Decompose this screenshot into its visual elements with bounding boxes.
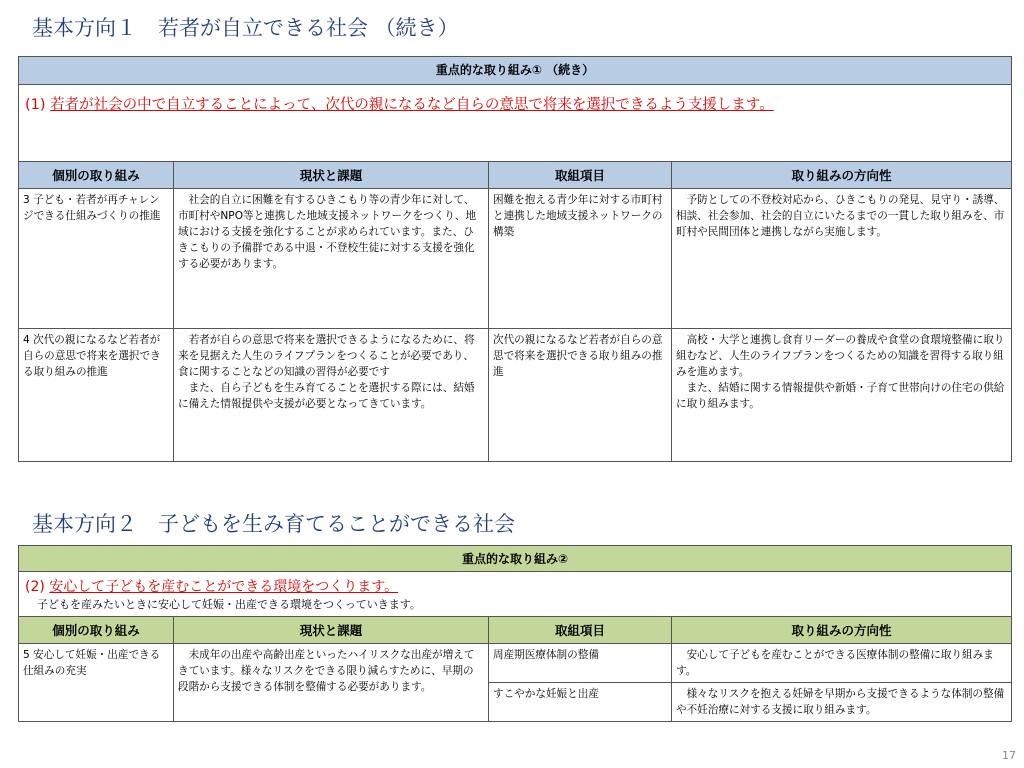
page-number: 17 [1002,749,1016,762]
row-name: 4 次代の親になるなど若者が自らの意思で将来を選択できる取り組みの推進 [19,329,174,462]
item-number: (2) [25,579,45,595]
section1-table [18,56,1012,462]
issue-para: 若者が自らの意思で将来を選択できるようになるために、将来を見据えた人生のライフプランをつくることが必要であり、食に関することなどの知識の習得が必要です [178,334,475,378]
item-subtext: 子どもを産みたいときに安心して妊娠・出産できる環境をつくっていきます。 [37,598,421,611]
row-direction: 予防としての不登校対応から、ひきこもりの発見、見守り・誘導、相談、社会参加、社会的自立にいたるまでの一貫した取り組みを、市町村や民間団体と連携しながら実施します。 [672,189,1012,329]
row-issue: 社会的自立に困難を有するひきこもり等の青少年に対して、市町村やNPO等と連携した地域支援ネットワークをつくり、地域における支援を強化することが求められています。また、ひきこもりの予備群である中退・不登校生徒に対する支援を強化する必要があります。 [174,189,489,329]
item-text: 安心して子どもを産むことができる環境をつくります。 [49,579,399,595]
item-text: 若者が社会の中で自立することによって、次代の親になるなど自らの意思で将来を選択できるよう支援します。 [50,97,774,113]
row-item: すこやかな妊娠と出産 [489,683,672,722]
item-number: (1) [25,97,46,113]
col-header-item: 取組項目 [489,617,672,644]
issue-para: また、自ら子どもを生み育てることを選択する際には、結婚に備えた情報提供や支援が必要となってきています。 [178,382,475,410]
table-row [19,644,1012,683]
row-name: 3 子ども・若者が再チャレンジできる仕組みづくりの推進 [19,189,174,329]
col-header-initiative: 個別の取り組み [19,162,174,189]
col-header-direction: 取り組みの方向性 [672,162,1012,189]
col-header-direction: 取り組みの方向性 [672,617,1012,644]
row-direction: 安心して子どもを産むことができる医療体制の整備に取り組みます。 [672,644,1012,683]
section1-header: 重点的な取り組み① （続き） [19,57,1012,85]
section2-item-row [19,572,1012,617]
row-name: 5 安心して妊娠・出産できる仕組みの充実 [19,644,174,722]
section2-title: 基本方向２ 子どもを生み育てることができる社会 [32,512,515,536]
section1-item-row [19,85,1012,162]
col-header-initiative: 個別の取り組み [19,617,174,644]
row-item: 周産期医療体制の整備 [489,644,672,683]
col-header-issue: 現状と課題 [174,162,489,189]
row-issue [174,329,489,462]
direction-para: 高校・大学と連携し食育リーダーの養成や食堂の食環境整備に取り組むなど、人生のライフプランをつくるための知識を習得する取り組みを進めます。 [676,334,1005,378]
col-header-issue: 現状と課題 [174,617,489,644]
col-header-item: 取組項目 [489,162,672,189]
row-direction: 様々なリスクを抱える妊婦を早期から支援できるような体制の整備や不妊治療に対する支援に取り組みます。 [672,683,1012,722]
table-row [19,189,1012,329]
section2-header: 重点的な取り組み② [19,546,1012,572]
section2-table [18,545,1012,722]
row-direction [672,329,1012,462]
row-issue: 未成年の出産や高齢出産といったハイリスクな出産が増えてきています。様々なリスクをできる限り減らすために、早期の段階から支援できる体制を整備する必要があります。 [174,644,489,722]
row-item: 困難を抱える青少年に対する市町村と連携した地域支援ネットワークの構築 [489,189,672,329]
section1-title: 基本方向１ 若者が自立できる社会 （続き） [32,16,459,40]
direction-para: また、結婚に関する情報提供や新婚・子育て世帯向けの住宅の供給に取り組みます。 [676,382,1005,410]
table-row [19,329,1012,462]
row-item: 次代の親になるなど若者が自らの意思で将来を選択できる取り組みの推進 [489,329,672,462]
